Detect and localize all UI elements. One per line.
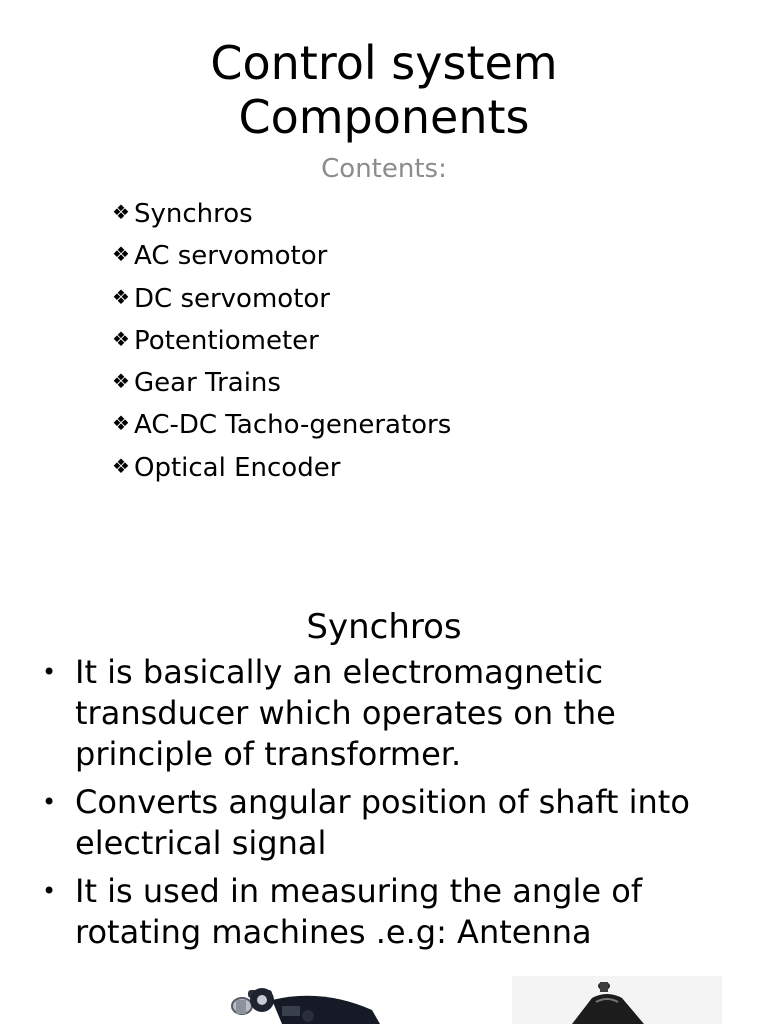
servomotor-photo [512, 976, 722, 1024]
list-item [112, 446, 451, 488]
diamond-bullet-icon: ❖ [112, 411, 130, 436]
list-item-label: Potentiometer [134, 325, 319, 356]
bullet-dot-icon: • [42, 877, 57, 905]
synchros-bullet-list [42, 652, 742, 960]
bullet-dot-icon: • [42, 788, 57, 816]
section-heading: Synchros [306, 607, 462, 647]
diamond-bullet-icon: ❖ [112, 242, 130, 267]
list-item [112, 234, 451, 276]
list-item [112, 403, 451, 445]
diamond-bullet-icon: ❖ [112, 326, 130, 351]
list-item-label: Gear Trains [134, 368, 281, 399]
bullet-text: Converts angular position of shaft into electrical signal [75, 783, 690, 862]
list-item [112, 361, 451, 403]
list-item [112, 319, 451, 361]
contents-list [112, 192, 451, 488]
list-item [112, 192, 451, 234]
list-item-label: DC servomotor [134, 283, 330, 314]
bullet-item [42, 652, 742, 775]
synchro-device-photo [222, 980, 392, 1024]
list-item-label: AC servomotor [134, 241, 328, 272]
contents-subtitle: Contents: [321, 154, 447, 184]
title-line-1: Control system [210, 36, 558, 90]
bullet-dot-icon: • [42, 658, 57, 686]
bullet-text: It is used in measuring the angle of rotating machines .e.g: Antenna [75, 872, 643, 951]
bullet-text: It is basically an electromagnetic transducer which operates on the principle of transformer. [75, 653, 616, 773]
list-item-label: AC-DC Tacho-generators [134, 410, 452, 441]
diamond-bullet-icon: ❖ [112, 369, 130, 394]
diamond-bullet-icon: ❖ [112, 200, 130, 224]
list-item [112, 277, 451, 319]
list-item-label: Optical Encoder [134, 452, 341, 483]
title-line-2: Components [238, 90, 530, 144]
bullet-item [42, 782, 742, 864]
diamond-bullet-icon: ❖ [112, 453, 130, 478]
bullet-item [42, 871, 742, 953]
list-item-label: Synchros [134, 199, 253, 229]
diamond-bullet-icon: ❖ [112, 284, 130, 309]
slide-title [0, 36, 768, 144]
